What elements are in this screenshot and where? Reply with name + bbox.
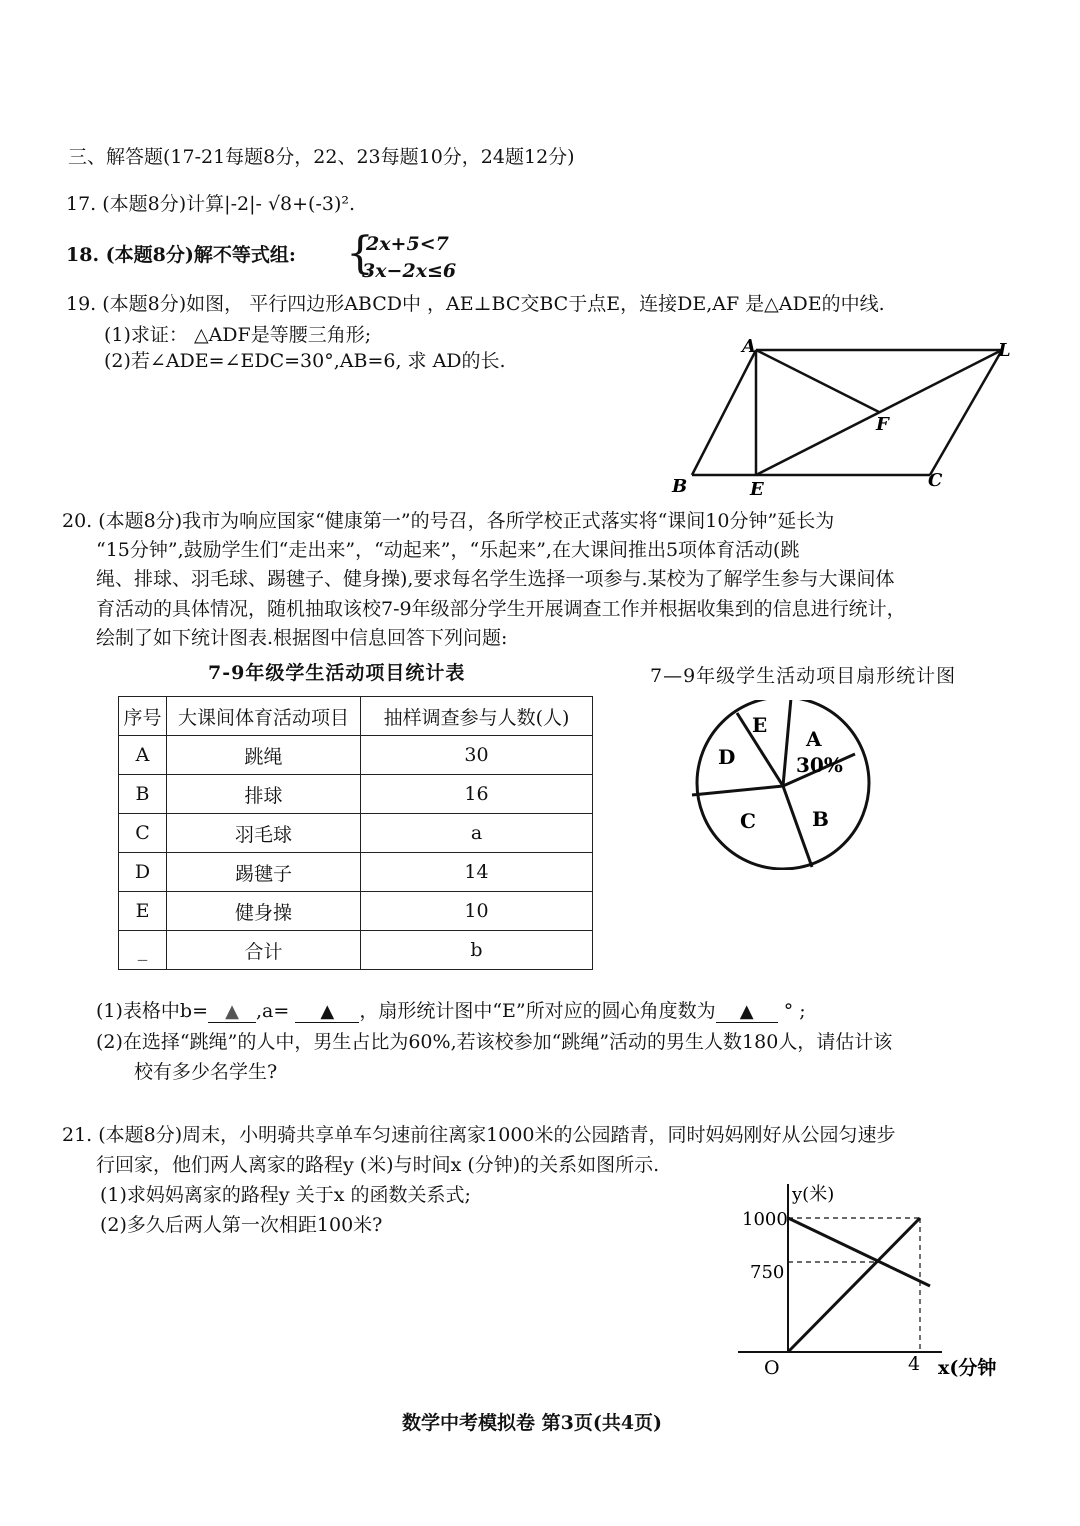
answer-blank-a — [295, 1001, 359, 1023]
label-B: B — [672, 476, 688, 497]
parallelogram-figure — [660, 330, 1040, 500]
table-cell: a — [361, 814, 593, 853]
table-row — [119, 775, 593, 814]
x-tick-4: 4 — [908, 1353, 921, 1375]
pie-label-C: C — [740, 809, 756, 833]
table-header-row — [119, 697, 593, 736]
table-cell: 合计 — [167, 931, 361, 970]
header-cell: 序号 — [119, 697, 167, 736]
table-cell: 羽毛球 — [167, 814, 361, 853]
part1-text-b: ,a= — [256, 1000, 290, 1022]
x-axis-label: x(分钟 — [938, 1357, 997, 1379]
pie-label-A: A — [806, 727, 822, 751]
label-F: F — [876, 414, 889, 435]
header-cell: 大课间体育活动项目 — [167, 697, 361, 736]
question-21-part2: (2)多久后两人第一次相距100米? — [100, 1214, 383, 1236]
question-20-line5: 绘制了如下统计图表.根据图中信息回答下列问题: — [96, 627, 508, 649]
question-21-part1: (1)求妈妈离家的路程y 关于x 的函数关系式; — [100, 1184, 471, 1206]
part1-text-d: ° ; — [783, 1000, 806, 1022]
label-E: E — [750, 479, 764, 500]
part1-text-a: (1)表格中b= — [96, 1000, 208, 1022]
table-cell: C — [119, 814, 167, 853]
question-19-part1: (1)求证： △ADF是等腰三角形; — [104, 324, 372, 346]
table-cell: A — [119, 736, 167, 775]
page-footer: 数学中考模拟卷 第3页(共4页) — [402, 1412, 663, 1434]
table-cell: 30 — [361, 736, 593, 775]
label-A: A — [742, 336, 756, 357]
table-row — [119, 736, 593, 775]
table-cell: 排球 — [167, 775, 361, 814]
table-cell: _ — [119, 931, 167, 970]
table-cell: 14 — [361, 853, 593, 892]
question-20-part2-line2: 校有多少名学生? — [134, 1061, 278, 1083]
pie-label-E: E — [752, 713, 768, 737]
triangle-icon: ▲ — [225, 1001, 239, 1022]
answer-blank-b — [208, 1001, 256, 1023]
table-cell: E — [119, 892, 167, 931]
distance-time-graph — [730, 1178, 1050, 1388]
table-cell: 10 — [361, 892, 593, 931]
table-cell: 踢毽子 — [167, 853, 361, 892]
y-tick-1000: 1000 — [742, 1209, 788, 1230]
origin-label: O — [764, 1357, 780, 1379]
pie-chart — [688, 700, 878, 870]
triangle-icon: ▲ — [739, 1001, 754, 1022]
y-axis-label: y(米) — [792, 1184, 835, 1205]
table-row — [119, 853, 593, 892]
question-19-stem: 19. (本题8分)如图， 平行四边形ABCD中 ，AE⊥BC交BC于点E，连接DE,AF 是△ADE的中线. — [66, 293, 885, 315]
answer-blank-angle — [716, 1001, 778, 1023]
label-C: C — [928, 470, 943, 491]
question-20-line1: 20. (本题8分)我市为响应国家“健康第一”的号召，各所学校正式落实将“课间10分钟”延长为 — [62, 510, 835, 532]
inequality-2: 3x−2x≤6 — [362, 260, 457, 282]
question-19-part2: (2)若∠ADE=∠EDC=30°,AB=6, 求 AD的长. — [104, 350, 506, 372]
table-cell: 跳绳 — [167, 736, 361, 775]
section-title: 三、解答题(17-21每题8分，22、23每题10分，24题12分) — [68, 146, 575, 168]
question-18-stem: 18. (本题8分)解不等式组: — [66, 244, 296, 266]
question-17: 17. (本题8分)计算|-2|- √8+(-3)². — [66, 193, 356, 215]
table-cell: 健身操 — [167, 892, 361, 931]
question-21-line1: 21. (本题8分)周末，小明骑共享单车匀速前往离家1000米的公园踏青，同时妈妈刚好从公园匀速步 — [62, 1124, 896, 1146]
pie-label-D: D — [718, 745, 736, 769]
question-21-line2: 行回家，他们两人离家的路程y (米)与时间x (分钟)的关系如图所示. — [96, 1154, 660, 1176]
table-cell: b — [361, 931, 593, 970]
table-row — [119, 931, 593, 970]
y-tick-750: 750 — [750, 1262, 785, 1283]
brace-icon: { — [346, 228, 374, 279]
question-20-part2-line1: (2)在选择“跳绳”的人中，男生占比为60%,若该校参加“跳绳”活动的男生人数180人，请估计该 — [96, 1031, 893, 1053]
question-20-line4: 育活动的具体情况，随机抽取该校7-9年级部分学生开展调查工作并根据收集到的信息进行统计， — [96, 598, 906, 620]
question-20-line2: “15分钟”,鼓励学生们“走出来”，“动起来”，“乐起来”,在大课间推出5项体育活动(跳 — [96, 539, 800, 561]
pie-label-A-percent: 30% — [796, 753, 843, 777]
table-cell: 16 — [361, 775, 593, 814]
label-D: L — [998, 340, 1011, 361]
table-cell: B — [119, 775, 167, 814]
table-title: 7-9年级学生活动项目统计表 — [208, 662, 466, 684]
part1-text-c: ，扇形统计图中“E”所对应的圆心角度数为 — [359, 1000, 716, 1022]
activity-table — [118, 696, 593, 970]
table-row — [119, 892, 593, 931]
question-20-part1 — [96, 999, 806, 1023]
pie-label-B: B — [812, 807, 829, 831]
question-20-line3: 绳、排球、羽毛球、踢毽子、健身操),要求每名学生选择一项参与.某校为了解学生参与大课间体 — [96, 568, 895, 590]
table-row — [119, 814, 593, 853]
pie-title: 7—9年级学生活动项目扇形统计图 — [650, 665, 957, 687]
header-cell: 抽样调查参与人数(人) — [361, 697, 593, 736]
table-cell: D — [119, 853, 167, 892]
triangle-icon: ▲ — [320, 1001, 335, 1022]
inequality-1: 2x+5<7 — [366, 233, 449, 255]
